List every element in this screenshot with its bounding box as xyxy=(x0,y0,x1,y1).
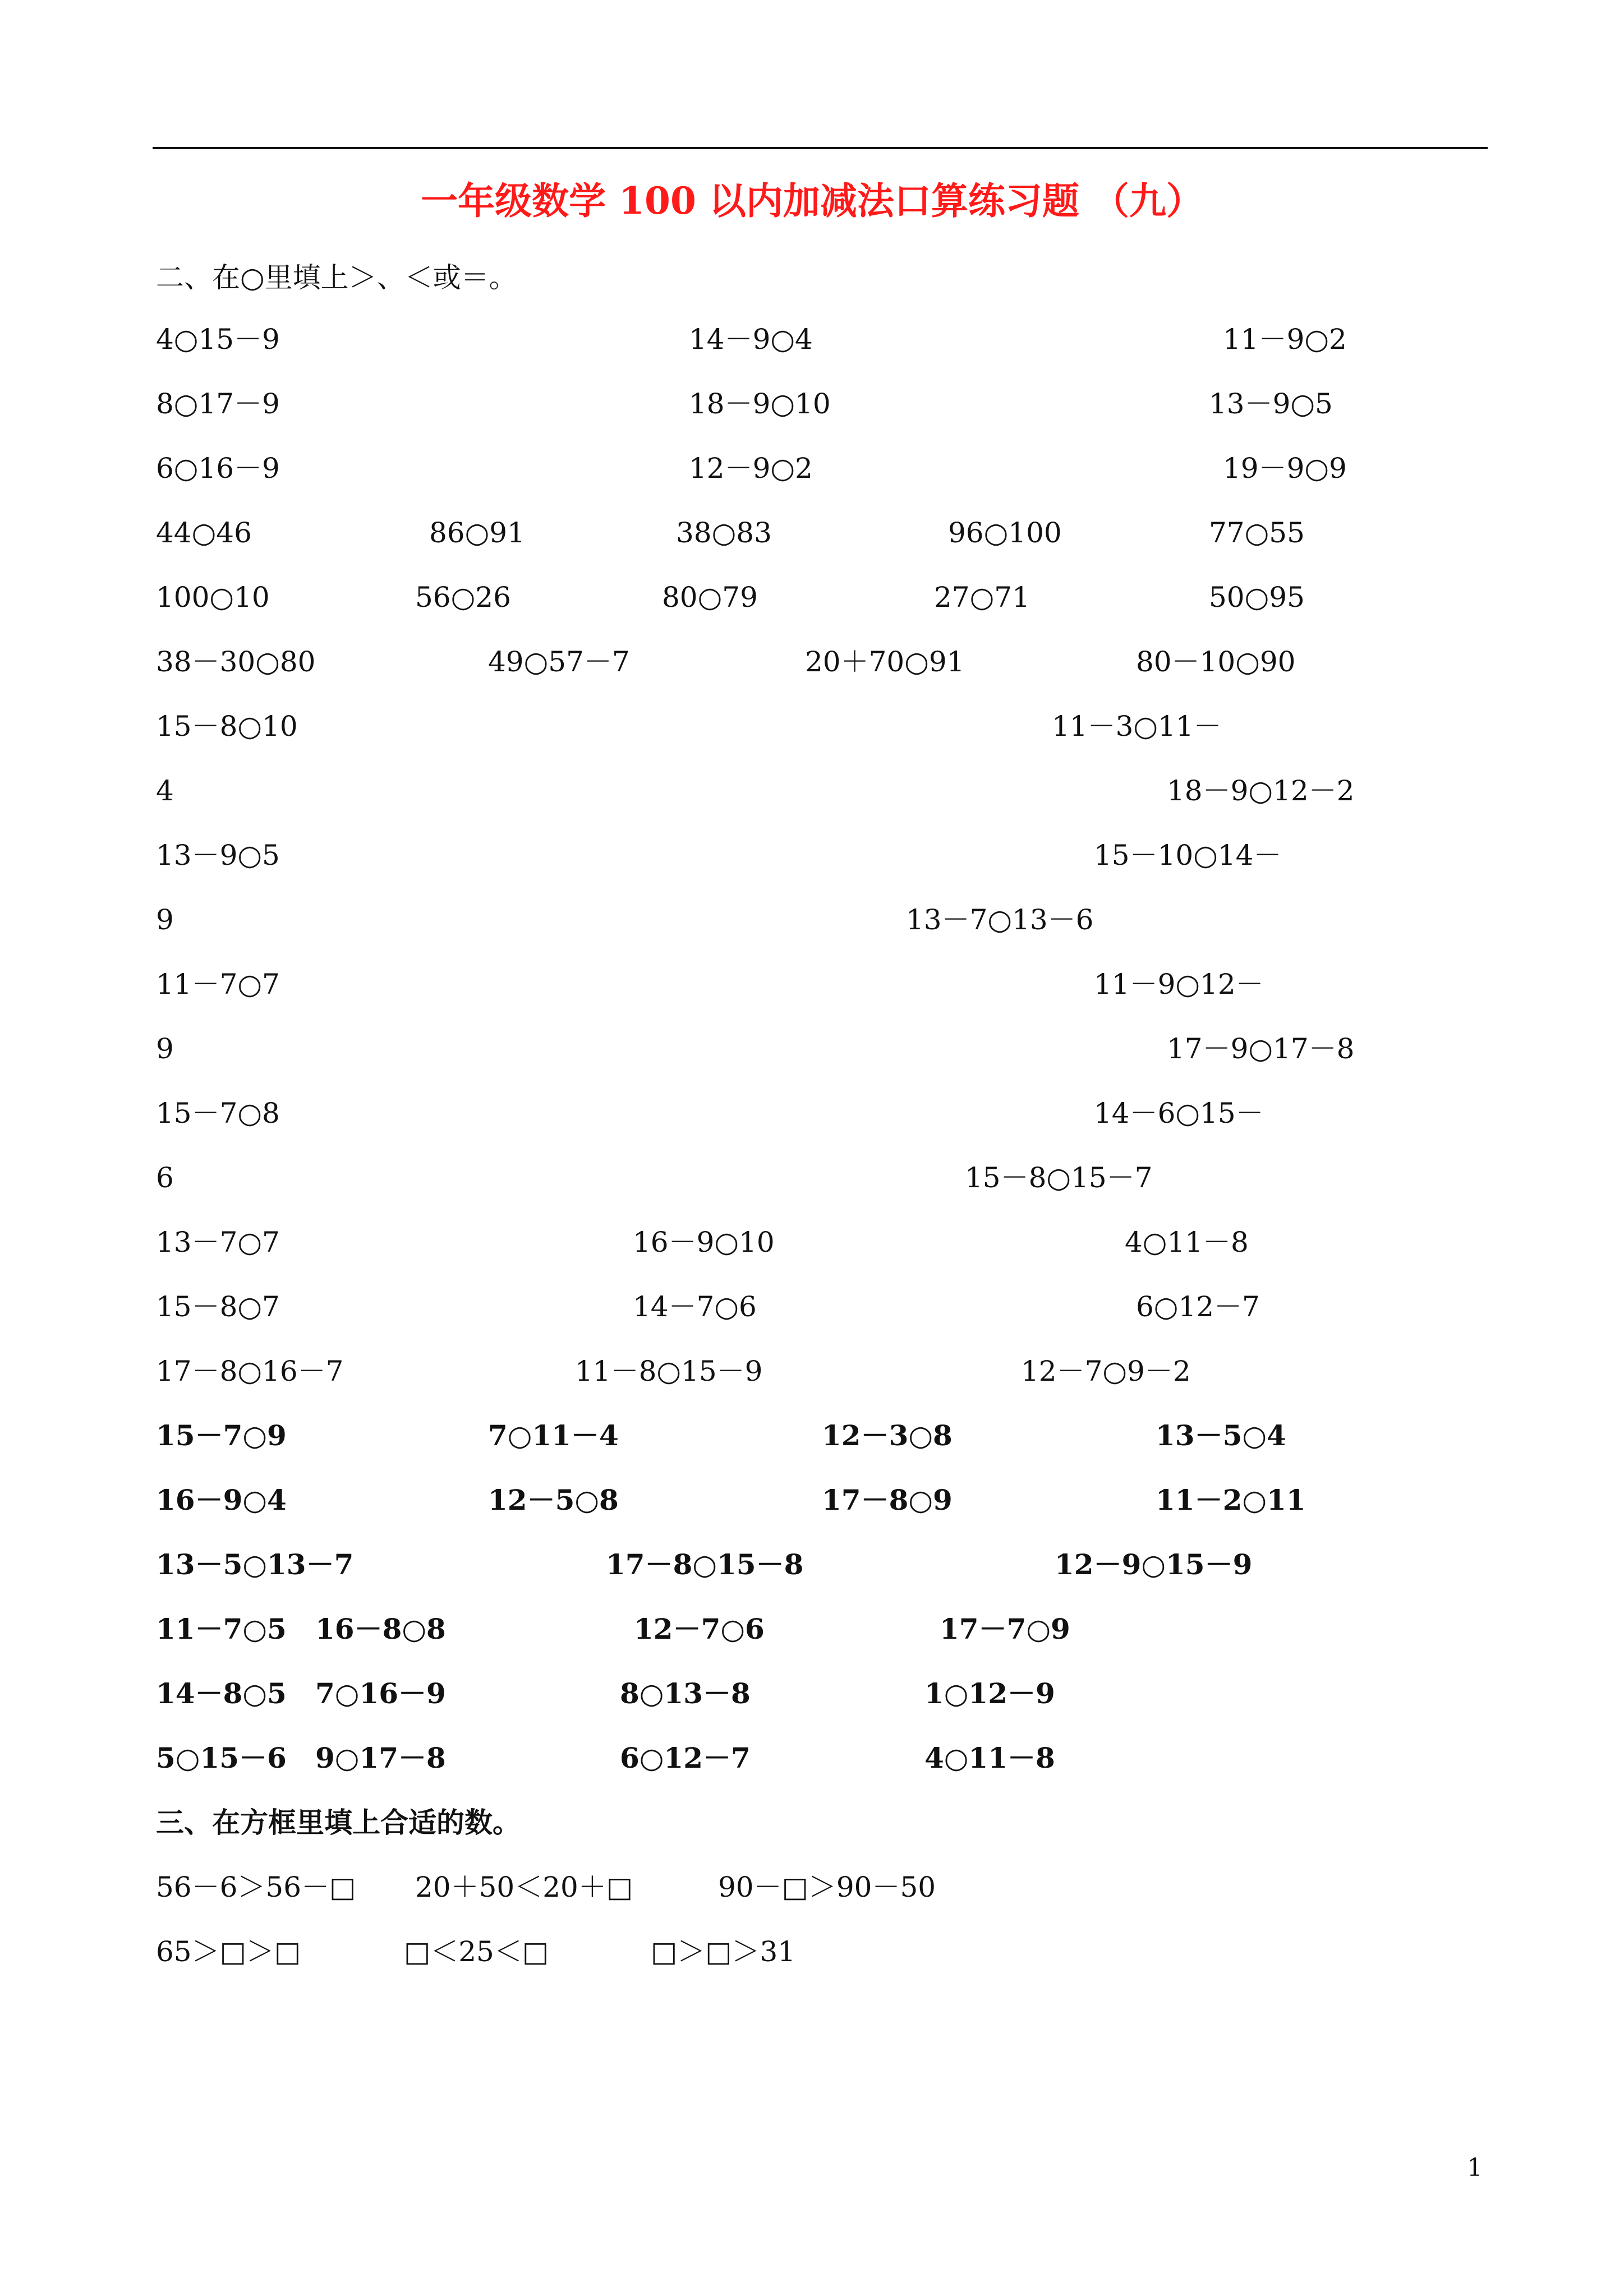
exercise-item: 14－6○15－ xyxy=(1094,1097,1264,1129)
exercise-item: 44○46 xyxy=(156,517,252,549)
exercise-row xyxy=(0,833,1624,878)
exercise-item: 1○12－9 xyxy=(924,1677,1055,1710)
exercise-item: 50○95 xyxy=(1209,581,1305,614)
exercise-item: 49○57－7 xyxy=(488,646,630,678)
exercise-row xyxy=(0,1413,1624,1458)
exercise-item: 11－2○11 xyxy=(1156,1483,1306,1516)
exercise-item: 13－5○13－7 xyxy=(156,1548,354,1581)
exercise-item: 13－9○5 xyxy=(156,839,280,872)
exercise-item: 17－7○9 xyxy=(940,1612,1070,1645)
exercise-item: 15－10○14－ xyxy=(1094,839,1282,872)
exercise-item: 4○15－9 xyxy=(156,323,280,356)
exercise-item: 13－5○4 xyxy=(1156,1419,1286,1452)
exercise-row xyxy=(0,962,1624,1007)
exercise-item: 90－□＞90－50 xyxy=(718,1871,936,1903)
exercise-row xyxy=(0,317,1624,362)
exercise-item: 13－7○13－6 xyxy=(906,903,1094,936)
exercise-item: 7○16－9 xyxy=(315,1677,446,1710)
exercise-item: 13－7○7 xyxy=(156,1226,280,1258)
exercise-row xyxy=(0,1026,1624,1071)
exercise-item: 15－7○9 xyxy=(156,1419,287,1452)
exercise-item: 20＋50＜20＋□ xyxy=(415,1871,633,1903)
exercise-item: 17－9○17－8 xyxy=(1167,1032,1355,1065)
exercise-row xyxy=(0,704,1624,749)
exercise-row xyxy=(0,381,1624,426)
exercise-item: 11－8○15－9 xyxy=(575,1355,763,1387)
exercise-row xyxy=(0,446,1624,491)
exercise-row xyxy=(0,1478,1624,1523)
exercise-row xyxy=(0,1865,1624,1910)
exercise-item: 12－7○6 xyxy=(634,1612,765,1645)
exercise-item: 8○17－9 xyxy=(156,388,280,420)
exercise-item: 5○15－6 xyxy=(156,1741,287,1774)
exercise-row xyxy=(0,1736,1624,1781)
exercise-item: 11－7○5 xyxy=(156,1612,287,1645)
exercise-row xyxy=(0,1155,1624,1200)
page-title: 一年级数学 100 以内加减法口算练习题 （九） xyxy=(421,179,1203,223)
exercise-item: 15－8○15－7 xyxy=(965,1161,1153,1194)
exercise-item: 15－7○8 xyxy=(156,1097,280,1129)
exercise-item: 15－8○10 xyxy=(156,710,298,743)
exercise-item: 15－8○7 xyxy=(156,1290,280,1323)
exercise-item: 6 xyxy=(156,1161,174,1194)
exercise-item: 38○83 xyxy=(676,517,772,549)
exercise-item: 9 xyxy=(156,903,174,936)
exercise-row xyxy=(0,897,1624,942)
exercise-item: 96○100 xyxy=(948,517,1062,549)
exercise-item: 4○11－8 xyxy=(1125,1226,1249,1258)
section-3-heading: 三、在方框里填上合适的数。 xyxy=(156,1806,521,1839)
exercise-item: 100○10 xyxy=(156,581,270,614)
exercise-item: 12－9○2 xyxy=(689,452,813,485)
exercise-item: 6○12－7 xyxy=(620,1741,751,1774)
exercise-row xyxy=(0,639,1624,684)
exercise-item: □＜25＜□ xyxy=(404,1935,549,1968)
exercise-row xyxy=(0,768,1624,813)
exercise-item: 80－10○90 xyxy=(1136,646,1296,678)
exercise-item: 7○11－4 xyxy=(488,1419,619,1452)
exercise-item: 12－5○8 xyxy=(488,1483,619,1516)
page-number: 1 xyxy=(1467,2154,1483,2182)
exercise-item: 86○91 xyxy=(429,517,525,549)
exercise-item: 14－8○5 xyxy=(156,1677,287,1710)
exercise-row xyxy=(0,1542,1624,1587)
exercise-row xyxy=(0,1284,1624,1329)
exercise-item: 4○11－8 xyxy=(924,1741,1055,1774)
exercise-item: 16－8○8 xyxy=(315,1612,446,1645)
exercise-item: 17－8○9 xyxy=(822,1483,953,1516)
section-2-heading: 二、在○里填上＞、＜或＝。 xyxy=(156,261,517,294)
exercise-item: 65＞□＞□ xyxy=(156,1935,301,1968)
exercise-row xyxy=(0,1349,1624,1394)
exercise-item: 19－9○9 xyxy=(1223,452,1347,485)
exercise-item: 77○55 xyxy=(1209,517,1305,549)
exercise-row xyxy=(0,575,1624,620)
exercise-item: 9 xyxy=(156,1032,174,1065)
exercise-row xyxy=(0,1607,1624,1652)
exercise-item: 27○71 xyxy=(934,581,1030,614)
exercise-item: 8○13－8 xyxy=(620,1677,751,1710)
exercise-item: 56○26 xyxy=(415,581,511,614)
exercise-item: 14－9○4 xyxy=(689,323,813,356)
exercise-row xyxy=(0,1929,1624,1974)
exercise-row xyxy=(0,1091,1624,1136)
exercise-item: 9○17－8 xyxy=(315,1741,446,1774)
exercise-item: 6○12－7 xyxy=(1136,1290,1260,1323)
exercise-item: 17－8○16－7 xyxy=(156,1355,344,1387)
exercise-item: 6○16－9 xyxy=(156,452,280,485)
exercise-item: 11－3○11－ xyxy=(1052,710,1222,743)
header-rule xyxy=(153,147,1488,149)
exercise-item: 11－9○12－ xyxy=(1094,968,1264,1001)
exercise-item: 11－9○2 xyxy=(1223,323,1347,356)
exercise-item: 80○79 xyxy=(662,581,758,614)
exercise-row xyxy=(0,1671,1624,1716)
exercise-item: 12－3○8 xyxy=(822,1419,953,1452)
exercise-item: 14－7○6 xyxy=(633,1290,757,1323)
exercise-item: 12－7○9－2 xyxy=(1021,1355,1191,1387)
exercise-item: 12－9○15－9 xyxy=(1055,1548,1253,1581)
exercise-item: □＞□＞31 xyxy=(651,1935,796,1968)
exercise-item: 18－9○10 xyxy=(689,388,831,420)
exercise-item: 17－8○15－8 xyxy=(606,1548,804,1581)
exercise-item: 13－9○5 xyxy=(1209,388,1333,420)
exercise-item: 4 xyxy=(156,774,174,807)
exercise-item: 16－9○10 xyxy=(633,1226,775,1258)
exercise-item: 11－7○7 xyxy=(156,968,280,1001)
exercise-item: 18－9○12－2 xyxy=(1167,774,1355,807)
exercise-item: 20＋70○91 xyxy=(805,646,965,678)
exercise-row xyxy=(0,510,1624,555)
exercise-item: 56－6＞56－□ xyxy=(156,1871,356,1903)
exercise-row xyxy=(0,1220,1624,1265)
exercise-item: 38－30○80 xyxy=(156,646,316,678)
exercise-item: 16－9○4 xyxy=(156,1483,287,1516)
